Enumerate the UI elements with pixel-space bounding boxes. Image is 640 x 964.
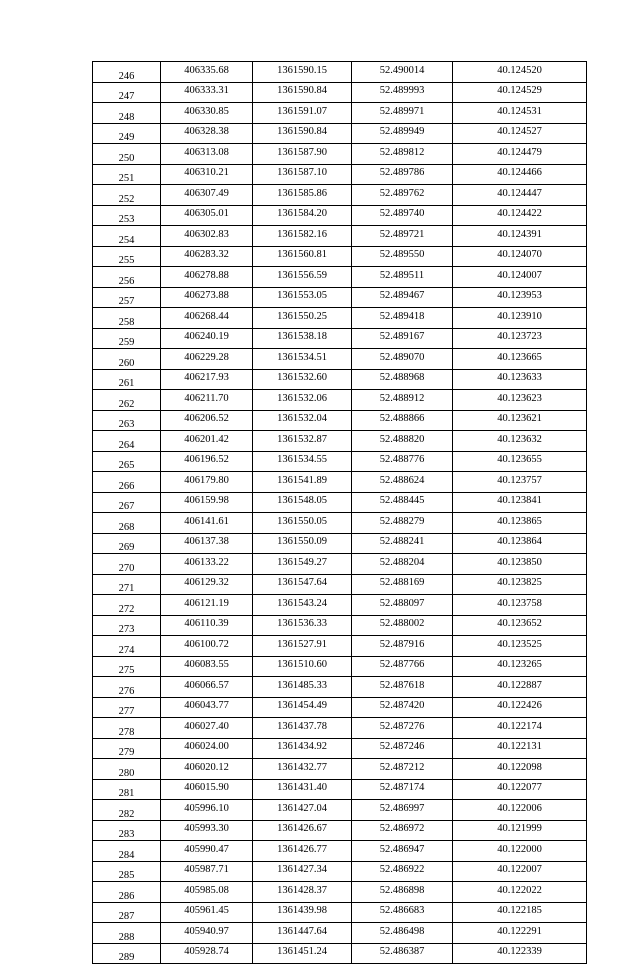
- point-number-cell: 247: [93, 82, 161, 103]
- y-coordinate-cell: 1361534.55: [253, 451, 352, 472]
- latitude-cell: 52.487246: [352, 738, 453, 759]
- y-coordinate-cell: 1361437.78: [253, 718, 352, 739]
- point-number-cell: 262: [93, 390, 161, 411]
- y-coordinate-cell: 1361439.98: [253, 902, 352, 923]
- longitude-cell: 40.123665: [453, 349, 587, 370]
- latitude-cell: 52.486947: [352, 841, 453, 862]
- x-coordinate-cell: 406307.49: [161, 185, 253, 206]
- latitude-cell: 52.489467: [352, 287, 453, 308]
- table-row: [93, 820, 587, 841]
- table-row: [93, 123, 587, 144]
- longitude-cell: 40.122131: [453, 738, 587, 759]
- point-number-cell: 282: [93, 800, 161, 821]
- x-coordinate-cell: 406330.85: [161, 103, 253, 124]
- latitude-cell: 52.489786: [352, 164, 453, 185]
- y-coordinate-cell: 1361549.27: [253, 554, 352, 575]
- x-coordinate-cell: 406015.90: [161, 779, 253, 800]
- point-number-cell: 269: [93, 533, 161, 554]
- latitude-cell: 52.488445: [352, 492, 453, 513]
- x-coordinate-cell: 405993.30: [161, 820, 253, 841]
- longitude-cell: 40.122077: [453, 779, 587, 800]
- point-number-cell: 287: [93, 902, 161, 923]
- table-row: [93, 841, 587, 862]
- point-number-cell: 279: [93, 738, 161, 759]
- x-coordinate-cell: 405928.74: [161, 943, 253, 964]
- x-coordinate-cell: 406179.80: [161, 472, 253, 493]
- x-coordinate-cell: 406268.44: [161, 308, 253, 329]
- table-row: [93, 472, 587, 493]
- table-row: [93, 246, 587, 267]
- table-row: [93, 451, 587, 472]
- latitude-cell: 52.487618: [352, 677, 453, 698]
- point-number-cell: 254: [93, 226, 161, 247]
- latitude-cell: 52.488866: [352, 410, 453, 431]
- x-coordinate-cell: 406328.38: [161, 123, 253, 144]
- longitude-cell: 40.123621: [453, 410, 587, 431]
- y-coordinate-cell: 1361553.05: [253, 287, 352, 308]
- table-row: [93, 738, 587, 759]
- table-row: [93, 882, 587, 903]
- point-number-cell: 270: [93, 554, 161, 575]
- coordinate-table: [92, 61, 587, 964]
- point-number-cell: 259: [93, 328, 161, 349]
- y-coordinate-cell: 1361556.59: [253, 267, 352, 288]
- longitude-cell: 40.122887: [453, 677, 587, 698]
- x-coordinate-cell: 405996.10: [161, 800, 253, 821]
- longitude-cell: 40.122291: [453, 923, 587, 944]
- y-coordinate-cell: 1361532.04: [253, 410, 352, 431]
- x-coordinate-cell: 406141.61: [161, 513, 253, 534]
- x-coordinate-cell: 406283.32: [161, 246, 253, 267]
- x-coordinate-cell: 405940.97: [161, 923, 253, 944]
- table-row: [93, 861, 587, 882]
- longitude-cell: 40.123758: [453, 595, 587, 616]
- x-coordinate-cell: 406313.08: [161, 144, 253, 165]
- point-number-cell: 248: [93, 103, 161, 124]
- table-row: [93, 554, 587, 575]
- point-number-cell: 288: [93, 923, 161, 944]
- x-coordinate-cell: 405985.08: [161, 882, 253, 903]
- y-coordinate-cell: 1361560.81: [253, 246, 352, 267]
- point-number-cell: 256: [93, 267, 161, 288]
- latitude-cell: 52.486922: [352, 861, 453, 882]
- latitude-cell: 52.489949: [352, 123, 453, 144]
- latitude-cell: 52.488968: [352, 369, 453, 390]
- point-number-cell: 267: [93, 492, 161, 513]
- x-coordinate-cell: 406129.32: [161, 574, 253, 595]
- table-row: [93, 287, 587, 308]
- y-coordinate-cell: 1361547.64: [253, 574, 352, 595]
- latitude-cell: 52.489511: [352, 267, 453, 288]
- latitude-cell: 52.486997: [352, 800, 453, 821]
- table-row: [93, 677, 587, 698]
- x-coordinate-cell: 406206.52: [161, 410, 253, 431]
- y-coordinate-cell: 1361591.07: [253, 103, 352, 124]
- latitude-cell: 52.490014: [352, 62, 453, 83]
- point-number-cell: 274: [93, 636, 161, 657]
- point-number-cell: 253: [93, 205, 161, 226]
- point-number-cell: 280: [93, 759, 161, 780]
- point-number-cell: 284: [93, 841, 161, 862]
- x-coordinate-cell: 406100.72: [161, 636, 253, 657]
- x-coordinate-cell: 405961.45: [161, 902, 253, 923]
- table-row: [93, 369, 587, 390]
- latitude-cell: 52.489070: [352, 349, 453, 370]
- x-coordinate-cell: 406027.40: [161, 718, 253, 739]
- x-coordinate-cell: 406110.39: [161, 615, 253, 636]
- x-coordinate-cell: 405987.71: [161, 861, 253, 882]
- latitude-cell: 52.489762: [352, 185, 453, 206]
- longitude-cell: 40.121999: [453, 820, 587, 841]
- x-coordinate-cell: 406121.19: [161, 595, 253, 616]
- point-number-cell: 283: [93, 820, 161, 841]
- latitude-cell: 52.487276: [352, 718, 453, 739]
- point-number-cell: 281: [93, 779, 161, 800]
- x-coordinate-cell: 406278.88: [161, 267, 253, 288]
- latitude-cell: 52.489812: [352, 144, 453, 165]
- latitude-cell: 52.489550: [352, 246, 453, 267]
- point-number-cell: 261: [93, 369, 161, 390]
- table-row: [93, 144, 587, 165]
- table-row: [93, 410, 587, 431]
- latitude-cell: 52.488241: [352, 533, 453, 554]
- table-row: [93, 390, 587, 411]
- latitude-cell: 52.487174: [352, 779, 453, 800]
- x-coordinate-cell: 406201.42: [161, 431, 253, 452]
- x-coordinate-cell: 406302.83: [161, 226, 253, 247]
- longitude-cell: 40.124531: [453, 103, 587, 124]
- latitude-cell: 52.486498: [352, 923, 453, 944]
- latitude-cell: 52.487766: [352, 656, 453, 677]
- x-coordinate-cell: 406159.98: [161, 492, 253, 513]
- y-coordinate-cell: 1361427.34: [253, 861, 352, 882]
- longitude-cell: 40.123265: [453, 656, 587, 677]
- point-number-cell: 246: [93, 62, 161, 83]
- point-number-cell: 249: [93, 123, 161, 144]
- point-number-cell: 251: [93, 164, 161, 185]
- latitude-cell: 52.489740: [352, 205, 453, 226]
- table-row: [93, 492, 587, 513]
- table-row: [93, 226, 587, 247]
- y-coordinate-cell: 1361550.25: [253, 308, 352, 329]
- x-coordinate-cell: 406229.28: [161, 349, 253, 370]
- y-coordinate-cell: 1361587.90: [253, 144, 352, 165]
- longitude-cell: 40.122007: [453, 861, 587, 882]
- table-row: [93, 759, 587, 780]
- x-coordinate-cell: 406211.70: [161, 390, 253, 411]
- table-row: [93, 595, 587, 616]
- x-coordinate-cell: 406217.93: [161, 369, 253, 390]
- longitude-cell: 40.123910: [453, 308, 587, 329]
- longitude-cell: 40.124007: [453, 267, 587, 288]
- longitude-cell: 40.124529: [453, 82, 587, 103]
- y-coordinate-cell: 1361584.20: [253, 205, 352, 226]
- y-coordinate-cell: 1361428.37: [253, 882, 352, 903]
- table-row: [93, 533, 587, 554]
- point-number-cell: 264: [93, 431, 161, 452]
- x-coordinate-cell: 406137.38: [161, 533, 253, 554]
- point-number-cell: 252: [93, 185, 161, 206]
- longitude-cell: 40.122339: [453, 943, 587, 964]
- longitude-cell: 40.123525: [453, 636, 587, 657]
- latitude-cell: 52.489721: [352, 226, 453, 247]
- y-coordinate-cell: 1361585.86: [253, 185, 352, 206]
- latitude-cell: 52.488912: [352, 390, 453, 411]
- longitude-cell: 40.122098: [453, 759, 587, 780]
- y-coordinate-cell: 1361485.33: [253, 677, 352, 698]
- latitude-cell: 52.488002: [352, 615, 453, 636]
- latitude-cell: 52.489993: [352, 82, 453, 103]
- longitude-cell: 40.124391: [453, 226, 587, 247]
- point-number-cell: 277: [93, 697, 161, 718]
- y-coordinate-cell: 1361432.77: [253, 759, 352, 780]
- table-row: [93, 943, 587, 964]
- x-coordinate-cell: 406310.21: [161, 164, 253, 185]
- table-row: [93, 328, 587, 349]
- table-row: [93, 82, 587, 103]
- point-number-cell: 272: [93, 595, 161, 616]
- y-coordinate-cell: 1361527.91: [253, 636, 352, 657]
- y-coordinate-cell: 1361582.16: [253, 226, 352, 247]
- latitude-cell: 52.487916: [352, 636, 453, 657]
- point-number-cell: 278: [93, 718, 161, 739]
- longitude-cell: 40.122022: [453, 882, 587, 903]
- latitude-cell: 52.488820: [352, 431, 453, 452]
- y-coordinate-cell: 1361536.33: [253, 615, 352, 636]
- latitude-cell: 52.486683: [352, 902, 453, 923]
- table-row: [93, 800, 587, 821]
- table-row: [93, 779, 587, 800]
- y-coordinate-cell: 1361548.05: [253, 492, 352, 513]
- latitude-cell: 52.486387: [352, 943, 453, 964]
- y-coordinate-cell: 1361426.67: [253, 820, 352, 841]
- y-coordinate-cell: 1361532.87: [253, 431, 352, 452]
- latitude-cell: 52.488169: [352, 574, 453, 595]
- x-coordinate-cell: 406196.52: [161, 451, 253, 472]
- y-coordinate-cell: 1361587.10: [253, 164, 352, 185]
- latitude-cell: 52.488624: [352, 472, 453, 493]
- x-coordinate-cell: 406240.19: [161, 328, 253, 349]
- longitude-cell: 40.122174: [453, 718, 587, 739]
- longitude-cell: 40.124527: [453, 123, 587, 144]
- longitude-cell: 40.123757: [453, 472, 587, 493]
- longitude-cell: 40.123632: [453, 431, 587, 452]
- longitude-cell: 40.124479: [453, 144, 587, 165]
- table-row: [93, 267, 587, 288]
- latitude-cell: 52.486898: [352, 882, 453, 903]
- longitude-cell: 40.124447: [453, 185, 587, 206]
- table-row: [93, 615, 587, 636]
- point-number-cell: 273: [93, 615, 161, 636]
- point-number-cell: 266: [93, 472, 161, 493]
- latitude-cell: 52.488279: [352, 513, 453, 534]
- point-number-cell: 285: [93, 861, 161, 882]
- latitude-cell: 52.486972: [352, 820, 453, 841]
- longitude-cell: 40.124070: [453, 246, 587, 267]
- x-coordinate-cell: 406133.22: [161, 554, 253, 575]
- y-coordinate-cell: 1361590.84: [253, 82, 352, 103]
- point-number-cell: 271: [93, 574, 161, 595]
- y-coordinate-cell: 1361550.09: [253, 533, 352, 554]
- y-coordinate-cell: 1361426.77: [253, 841, 352, 862]
- table-row: [93, 902, 587, 923]
- longitude-cell: 40.123723: [453, 328, 587, 349]
- table-row: [93, 513, 587, 534]
- y-coordinate-cell: 1361454.49: [253, 697, 352, 718]
- table-row: [93, 923, 587, 944]
- table-row: [93, 656, 587, 677]
- point-number-cell: 265: [93, 451, 161, 472]
- x-coordinate-cell: 406043.77: [161, 697, 253, 718]
- point-number-cell: 255: [93, 246, 161, 267]
- longitude-cell: 40.123864: [453, 533, 587, 554]
- latitude-cell: 52.487420: [352, 697, 453, 718]
- table-row: [93, 164, 587, 185]
- y-coordinate-cell: 1361510.60: [253, 656, 352, 677]
- longitude-cell: 40.124466: [453, 164, 587, 185]
- y-coordinate-cell: 1361532.06: [253, 390, 352, 411]
- point-number-cell: 268: [93, 513, 161, 534]
- x-coordinate-cell: 406024.00: [161, 738, 253, 759]
- x-coordinate-cell: 405990.47: [161, 841, 253, 862]
- latitude-cell: 52.489971: [352, 103, 453, 124]
- longitude-cell: 40.123655: [453, 451, 587, 472]
- x-coordinate-cell: 406273.88: [161, 287, 253, 308]
- x-coordinate-cell: 406066.57: [161, 677, 253, 698]
- table-row: [93, 349, 587, 370]
- x-coordinate-cell: 406083.55: [161, 656, 253, 677]
- table-row: [93, 574, 587, 595]
- point-number-cell: 250: [93, 144, 161, 165]
- longitude-cell: 40.122185: [453, 902, 587, 923]
- y-coordinate-cell: 1361590.84: [253, 123, 352, 144]
- point-number-cell: 276: [93, 677, 161, 698]
- point-number-cell: 260: [93, 349, 161, 370]
- y-coordinate-cell: 1361427.04: [253, 800, 352, 821]
- x-coordinate-cell: 406333.31: [161, 82, 253, 103]
- table-row: [93, 718, 587, 739]
- longitude-cell: 40.124520: [453, 62, 587, 83]
- longitude-cell: 40.123825: [453, 574, 587, 595]
- longitude-cell: 40.122000: [453, 841, 587, 862]
- table-row: [93, 185, 587, 206]
- latitude-cell: 52.487212: [352, 759, 453, 780]
- x-coordinate-cell: 406020.12: [161, 759, 253, 780]
- longitude-cell: 40.122006: [453, 800, 587, 821]
- longitude-cell: 40.123623: [453, 390, 587, 411]
- table-row: [93, 431, 587, 452]
- longitude-cell: 40.122426: [453, 697, 587, 718]
- latitude-cell: 52.488776: [352, 451, 453, 472]
- table-row: [93, 205, 587, 226]
- table-row: [93, 308, 587, 329]
- y-coordinate-cell: 1361550.05: [253, 513, 352, 534]
- point-number-cell: 289: [93, 943, 161, 964]
- longitude-cell: 40.124422: [453, 205, 587, 226]
- y-coordinate-cell: 1361541.89: [253, 472, 352, 493]
- latitude-cell: 52.489418: [352, 308, 453, 329]
- y-coordinate-cell: 1361538.18: [253, 328, 352, 349]
- latitude-cell: 52.489167: [352, 328, 453, 349]
- longitude-cell: 40.123850: [453, 554, 587, 575]
- table-row: [93, 697, 587, 718]
- longitude-cell: 40.123652: [453, 615, 587, 636]
- longitude-cell: 40.123841: [453, 492, 587, 513]
- longitude-cell: 40.123865: [453, 513, 587, 534]
- longitude-cell: 40.123953: [453, 287, 587, 308]
- y-coordinate-cell: 1361434.92: [253, 738, 352, 759]
- y-coordinate-cell: 1361447.64: [253, 923, 352, 944]
- point-number-cell: 263: [93, 410, 161, 431]
- x-coordinate-cell: 406305.01: [161, 205, 253, 226]
- point-number-cell: 257: [93, 287, 161, 308]
- point-number-cell: 258: [93, 308, 161, 329]
- coordinate-table-body: [93, 62, 587, 964]
- latitude-cell: 52.488097: [352, 595, 453, 616]
- latitude-cell: 52.488204: [352, 554, 453, 575]
- x-coordinate-cell: 406335.68: [161, 62, 253, 83]
- table-row: [93, 636, 587, 657]
- point-number-cell: 275: [93, 656, 161, 677]
- y-coordinate-cell: 1361532.60: [253, 369, 352, 390]
- table-row: [93, 103, 587, 124]
- y-coordinate-cell: 1361543.24: [253, 595, 352, 616]
- y-coordinate-cell: 1361431.40: [253, 779, 352, 800]
- point-number-cell: 286: [93, 882, 161, 903]
- longitude-cell: 40.123633: [453, 369, 587, 390]
- y-coordinate-cell: 1361451.24: [253, 943, 352, 964]
- table-row: [93, 62, 587, 83]
- y-coordinate-cell: 1361534.51: [253, 349, 352, 370]
- y-coordinate-cell: 1361590.15: [253, 62, 352, 83]
